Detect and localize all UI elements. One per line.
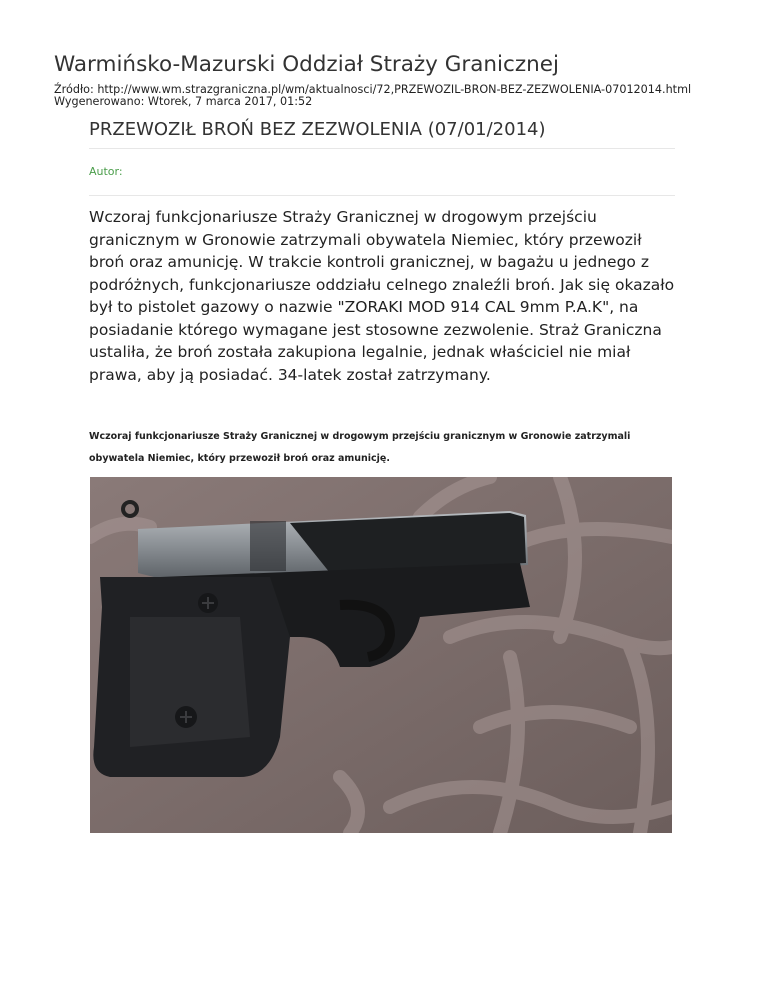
pistol-photo-illustration: [90, 477, 672, 833]
source-line: Źródło: http://www.wm.strazgraniczna.pl/wm/aktualnosci/72,PRZEWOZIL-BRON-BEZ-ZEZWOLENIA-07012014.html: [54, 83, 692, 96]
generated-line: Wygenerowano: Wtorek, 7 marca 2017, 01:52: [54, 95, 313, 108]
site-title: Warmińsko-Mazurski Oddział Straży Granicznej: [54, 52, 559, 77]
article-photo: [90, 477, 672, 833]
source-meta: [54, 84, 691, 108]
article-title: PRZEWOZIŁ BROŃ BEZ ZEZWOLENIA (07/01/2014): [89, 119, 546, 140]
photo-caption: Wczoraj funkcjonariusze Straży Granicznej w drogowym przejściu granicznym w Gronowie zatrzymali obywatela Niemiec, który przewoził broń oraz amunicję.: [89, 431, 631, 464]
article-body: Wczoraj funkcjonariusze Straży Granicznej w drogowym przejściu granicznym w Gronowie zatrzymali obywatela Niemiec, który przewoził broń oraz amunicję. W trakcie kontroli granicznej, w bagażu u jednego z podróżnych, funkcjonariusze oddziału celnego znaleźli broń. Jak się okazało był to pistolet gazowy o nazwie "ZORAKI MOD 914 CAL 9mm P.A.K", na posiadanie którego wymagane jest stosowne zezwolenie. Straż Graniczna ustaliła, że broń została zakupiona legalnie, jednak właściciel nie miał prawa, aby ją posiadać. 34-latek został zatrzymany.: [89, 208, 675, 384]
divider-bottom: [89, 195, 675, 196]
divider-top: [89, 148, 675, 149]
author-label: Autor:: [89, 165, 123, 178]
